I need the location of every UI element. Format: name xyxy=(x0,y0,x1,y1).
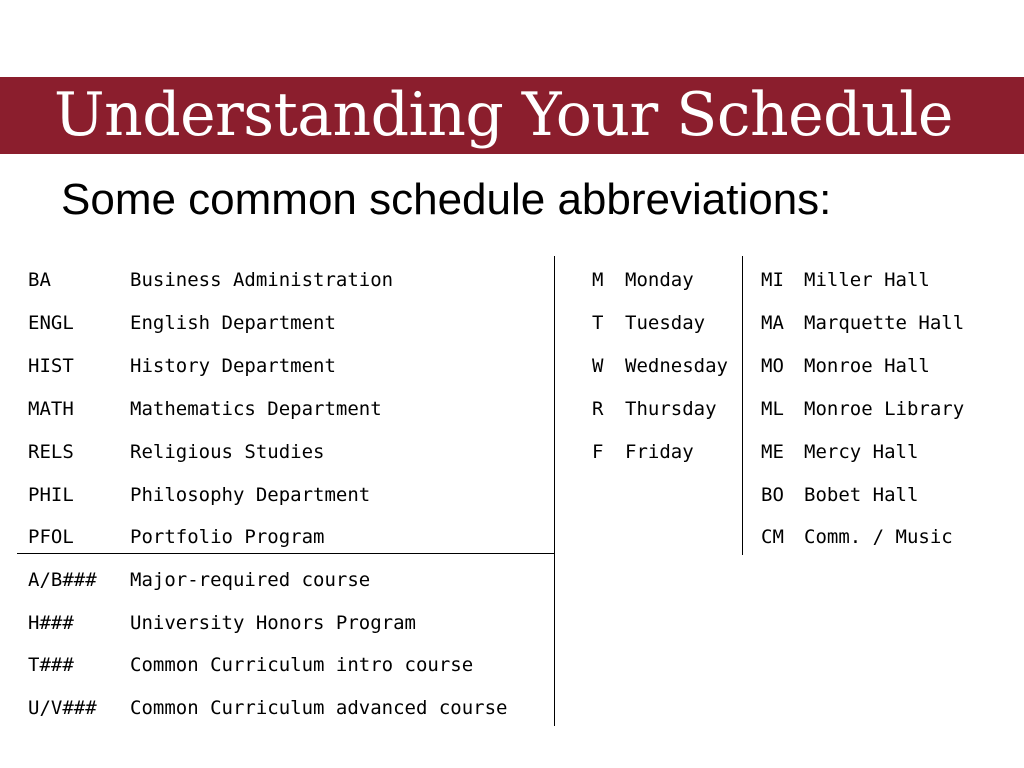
abbreviation: PHIL xyxy=(28,484,74,506)
abbreviation-meaning: Common Curriculum intro course xyxy=(130,654,474,676)
abbreviation: MATH xyxy=(28,398,74,420)
abbreviation-meaning: English Department xyxy=(130,312,336,334)
abbreviation: BA xyxy=(28,269,51,291)
abbreviation-meaning: Wednesday xyxy=(625,355,728,377)
abbreviation: R xyxy=(592,398,604,420)
abbreviation: HIST xyxy=(28,355,74,377)
abbreviation: MO xyxy=(761,355,784,377)
abbreviation-meaning: Monday xyxy=(625,269,694,291)
abbreviation: CM xyxy=(761,526,784,548)
abbreviation-meaning: University Honors Program xyxy=(130,612,416,634)
abbreviation: ML xyxy=(761,398,784,420)
abbreviation: T xyxy=(592,312,604,334)
abbreviation-meaning: Monroe Hall xyxy=(804,355,930,377)
abbreviation-meaning: Thursday xyxy=(625,398,717,420)
row-divider xyxy=(17,553,555,554)
column-divider xyxy=(554,256,555,726)
abbreviation-meaning: Miller Hall xyxy=(804,269,930,291)
abbreviation: F xyxy=(592,441,604,463)
abbreviation-meaning: History Department xyxy=(130,355,336,377)
slide-title: Understanding Your Schedule xyxy=(54,80,953,150)
abbreviation: MA xyxy=(761,312,784,334)
abbreviation: M xyxy=(592,269,604,291)
column-divider xyxy=(742,256,743,555)
abbreviation-meaning: Bobet Hall xyxy=(804,484,919,506)
abbreviation-meaning: Friday xyxy=(625,441,694,463)
abbreviation-meaning: Common Curriculum advanced course xyxy=(130,697,508,719)
abbreviation-meaning: Philosophy Department xyxy=(130,484,371,506)
abbreviation-meaning: Major-required course xyxy=(130,569,371,591)
abbreviation: A/B### xyxy=(28,569,97,591)
abbreviation: BO xyxy=(761,484,784,506)
abbreviation-meaning: Religious Studies xyxy=(130,441,325,463)
abbreviation-meaning: Comm. / Music xyxy=(804,526,953,548)
slide-subtitle: Some common schedule abbreviations: xyxy=(61,175,832,224)
abbreviation: ENGL xyxy=(28,312,74,334)
abbreviation: W xyxy=(592,355,604,377)
abbreviation: PFOL xyxy=(28,526,74,548)
abbreviation-meaning: Tuesday xyxy=(625,312,706,334)
abbreviation: H### xyxy=(28,612,74,634)
abbreviation-meaning: Monroe Library xyxy=(804,398,965,420)
abbreviation-meaning: Portfolio Program xyxy=(130,526,325,548)
abbreviation-meaning: Mercy Hall xyxy=(804,441,919,463)
abbreviation: T### xyxy=(28,654,74,676)
abbreviation: MI xyxy=(761,269,784,291)
abbreviation: U/V### xyxy=(28,697,97,719)
abbreviation-meaning: Business Administration xyxy=(130,269,394,291)
abbreviation: ME xyxy=(761,441,784,463)
abbreviation-meaning: Marquette Hall xyxy=(804,312,965,334)
abbreviation-meaning: Mathematics Department xyxy=(130,398,382,420)
abbreviation: RELS xyxy=(28,441,74,463)
